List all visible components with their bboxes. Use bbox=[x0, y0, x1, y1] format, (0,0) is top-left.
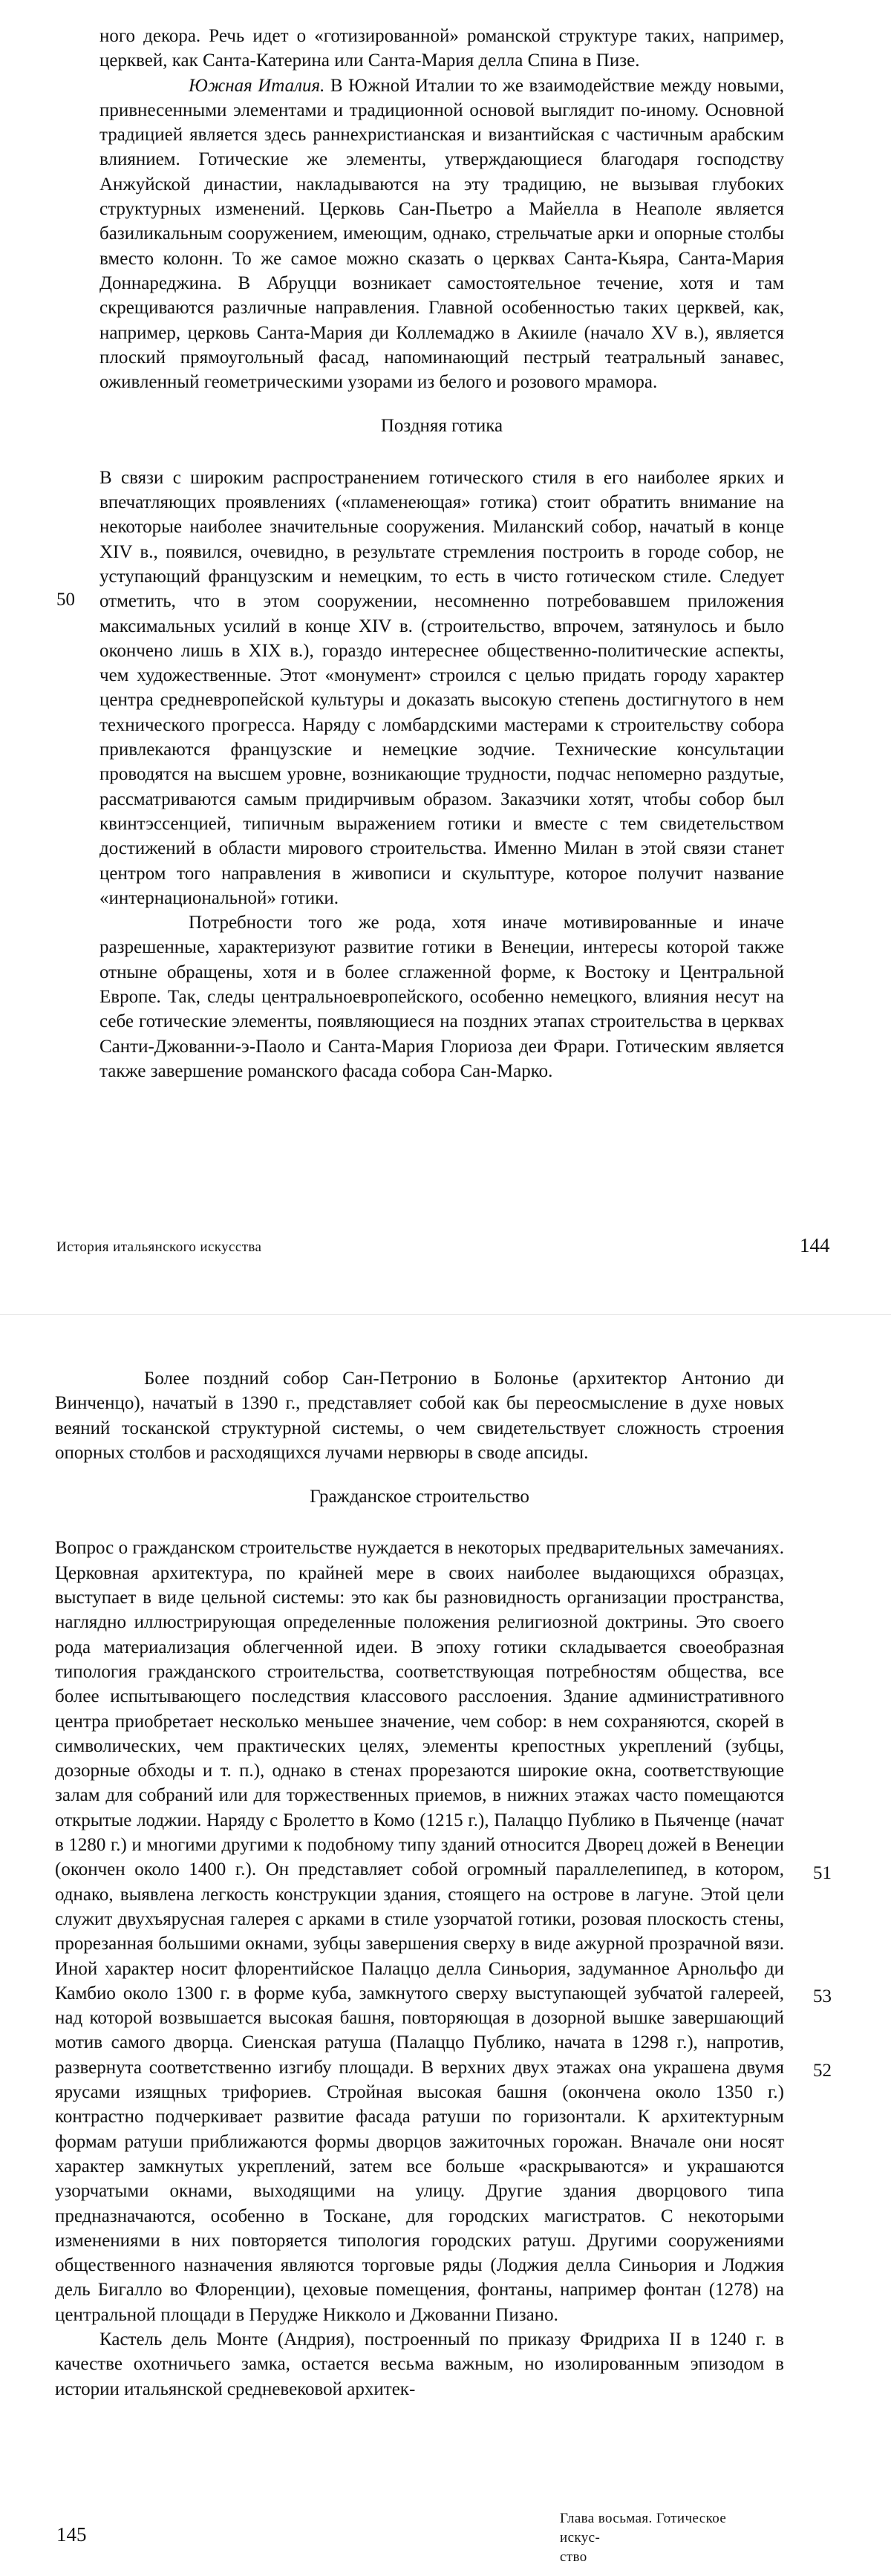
margin-figure-ref-53: 53 bbox=[813, 1986, 832, 2006]
page-number: 144 bbox=[800, 1234, 830, 1256]
margin-figure-ref-50: 50 bbox=[56, 590, 75, 610]
page-separator bbox=[0, 1314, 891, 1334]
section-heading-civil-architecture: Гражданское строительство bbox=[310, 1487, 529, 1507]
page-number: 145 bbox=[56, 2523, 87, 2546]
page-144-text-column bbox=[99, 24, 784, 1083]
paragraph-intro: ного декора. Речь идет о «готизированной» романской структуре таких, например, церквей, как Санта-Катерина или Санта-Мария делла Спина в Пизе. bbox=[99, 26, 784, 71]
margin-figure-ref-51: 51 bbox=[813, 1863, 832, 1883]
page-145 bbox=[0, 1332, 891, 2576]
footer-chapter-title bbox=[560, 2509, 753, 2567]
paragraph-civil: Вопрос о гражданском строительстве нуждается в некоторых предварительных замечаниях. Церковная архитектура, по крайней мере в своих наиболее выдающихся образцах, выступает в виде цельной системы: это как бы разновидность организации пространства, наглядно иллюстрирующая определенные положения религиозной доктрины. Это своего рода материализация облегченной идеи. В эпоху готики складывается своеобразная типология гражданского строительства, соответствующая потребностям общества, все более испытывающего последствия классового расслоения. Здание административного центра приобретает несколько меньшее значение, чем собор: в нем сохраняются, скорей в символических, чем практических целях, элементы крепостных укреплений (зубцы, дозорные обходы и т. п.), однако в стенах прорезаются широкие окна, соответствующие залам для собраний или для торжественных приемов, в нижних этажах часто помещаются открытые лоджии. Наряду с Бролетто в Комо (1215 г.), Палаццо Публико в Пьяченце (начат в 1280 г.) и многими другими к подобному типу зданий относится Дворец дожей в Венеции (окончен около 1400 г.). Он представляет собой огромный параллелепипед, в котором, однако, выявлена легкость конструкции здания, стоящего на острове в лагуне. Этой цели служит двухъярусная галерея с арками в стиле узорчатой готики, розовая плоскость стены, прорезанная большими окнами, зубцы завершения сверху в виде ажурной прозрачной вязи. Иной характер носит флорентийское Палаццо делла Синьория, задуманное Арнольфо ди Камбио около 1300 г. в форме куба, замкнутого сверху выступающей зубчатой галереей, над которой возвышается высокая башня, повторяющая в дозорной вышке завершающий мотив самого дворца. Сиенская ратуша (Палаццо Публико, начата в 1298 г.), напротив, развернута соответственно изгибу площади. В верхних двух этажах она украшена двумя ярусами изящных трифориев. Стройная высокая башня (окончена около 1350 г.) контрастно подчеркивает развитие фасада ратуши по горизонтали. К архитектурным формам ратуши приближаются формы дворцов зажиточных горожан. Вначале они носят характер замкнутых укреплений, затем все больше «раскрываются» и украшаются узорчатыми окнами, выходящими на улицу. Другие здания дворцового типа предназначаются, особенно в Тоскане, для городских магистратов. С некоторыми изменениями в них повторяется типология городских ратуш. Другими сооружениями общественного назначения являются торговые ряды (Лоджия делла Синьория и Лоджия дель Бигалло во Флоренции), цеховые помещения, фонтаны, например фонтан (1278) на центральной площади в Перудже Никколо и Джованни Пизано. bbox=[55, 1538, 784, 2325]
paragraph-late-gothic: В связи с широким распространением готического стиля в его наиболее ярких и впечатляющих проявлениях («пламенеющая» готика) стоит обратить внимание на некоторые наиболее значительные сооружения. Миланский собор, начатый в конце XIV в., появился, очевидно, в результате стремления построить в городе собор, не уступающий французским и немецким, то есть в чисто готическом стиле. Следует отметить, что в этом сооружении, несомненно потребовавшем приложения максимальных усилий в конце XIV в. (строительство, впрочем, затянулось и было окончено лишь в XIX в.), гораздо интереснее общественно-политические аспекты, чем художественные. Этот «монумент» строился с целью придать городу характер центра средневропейской культуры и доказать высокую степень достигнутого в нем технического прогресса. Наряду с ломбардскими мастерами к строительству собора привлекаются французские и немецкие зодчие. Технические консультации проводятся на высшем уровне, возникающие трудности, подчас непомерно раздутые, рассматриваются самым придирчивым образом. Заказчики хотят, чтобы собор был квинтэссенцией, типичным выражением готики и вместе с тем свидетельством достижений в области мирового строительства. Именно Милан в этой связи станет центром того направления в живописи и скульптуре, которое получит название «интернациональной» готики. bbox=[99, 467, 784, 908]
paragraph-castel-del-monte: Кастель дель Монте (Андрия), построенный по приказу Фридриха II в 1240 г. в качестве охотничьего замка, остается весьма важным, но изолированным эпизодом в истории итальянской средневековой архитек- bbox=[55, 2329, 784, 2399]
section-heading-late-gothic: Поздняя готика bbox=[380, 416, 503, 437]
paragraph-venice: Потребности того же рода, хотя иначе мотивированные и иначе разрешенные, характеризуют развитие готики в Венеции, интересы которой также отныне обращены, хотя и в более сглаженной форме, к Востоку и Центральной Европе. Так, следы центральноевропейского, особенно немецкого, влияния несут на себе готические элементы, появляющиеся на поздних этапах строительства в церквах Санти-Джованни-э-Паоло и Санта-Мария Глориоза деи Фрари. Готическим является также завершение романского фасада собора Сан-Марко. bbox=[99, 913, 784, 1081]
footer-book-title: История итальянского искусства bbox=[56, 1239, 262, 1255]
south-italy-text: В Южной Италии то же взаимодействие между новыми, привнесенными элементами и традиционной основой выглядит по-иному. Основной традицией является здесь раннехристианская и византийская с частичным арабским влиянием. Готические же элементы, утверждающиеся благодаря господству Анжуйской династии, накладываются на эту традицию, не вызывая глубоких структурных изменений. Церковь Сан-Пьетро а Майелла в Неаполе является базиликальным сооружением, имеющим, однако, стрельчатые арки и опорные столбы вместо колонн. То же самое можно сказать о церквах Санта-Кьяра, Санта-Мария Доннареджина. В Абруцци возникает самостоятельное течение, хотя и там скрещиваются различные направления. Главной особенностью таких церквей, как, например, церковь Санта-Мария ди Коллемаджо в Акииле (начало XV в.), является плоский прямоугольный фасад, напоминающий пестрый театральный занавес, оживленный геометрическими узорами из белого и розового мрамора. bbox=[99, 75, 784, 393]
margin-figure-ref-52: 52 bbox=[813, 2061, 832, 2081]
page-145-text-column bbox=[55, 1366, 784, 2401]
paragraph-south-italy bbox=[99, 74, 784, 395]
footer-chapter-title-line2: ство bbox=[560, 2549, 587, 2565]
south-italy-lead: Южная Италия. bbox=[189, 75, 325, 96]
paragraph-bologna: Более поздний собор Сан-Петронио в Болонье (архитектор Антонио ди Винченцо), начатый в 1390 г., представляет собой как бы переосмысление в духе новых веяний тосканской структурной системы, о чем свидетельствует сложность строения опорных столбов и расходящихся лучами нервюры в своде апсиды. bbox=[55, 1369, 784, 1463]
footer-chapter-title-line1: Глава восьмая. Готическое искус- bbox=[560, 2511, 727, 2546]
